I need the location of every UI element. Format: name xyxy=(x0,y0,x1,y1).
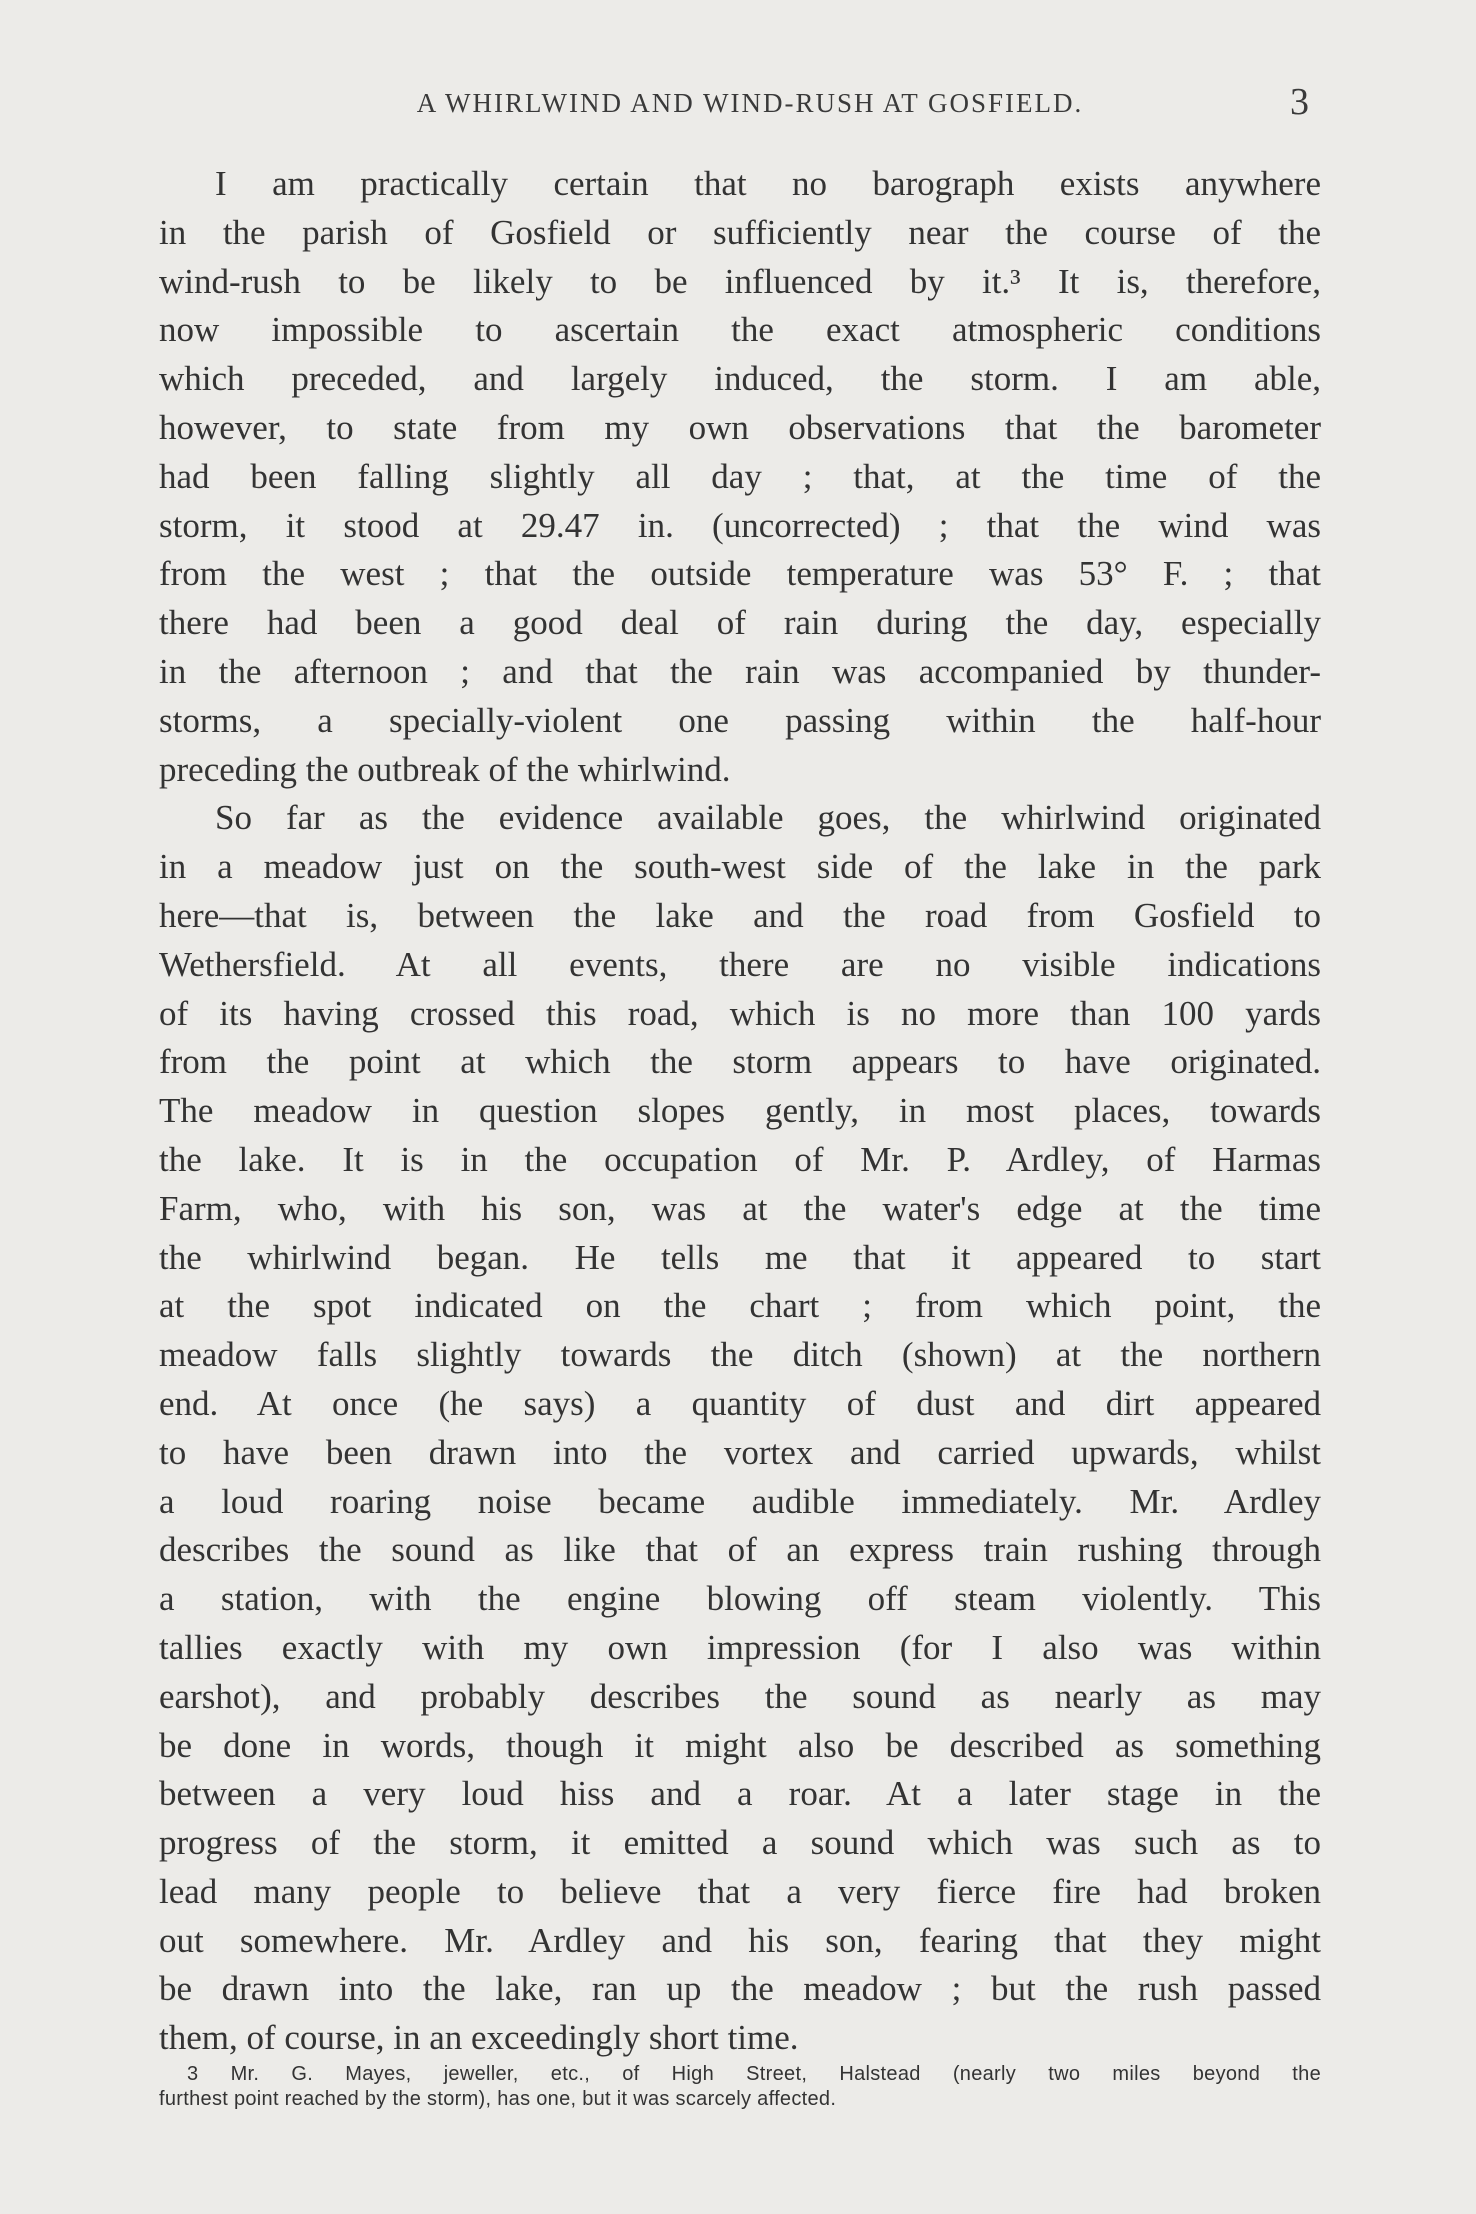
text-line: which preceded, and largely induced, the storm. I am able, xyxy=(159,359,1321,399)
text-line: wind-rush to be likely to be influenced by it.³ It is, therefore, xyxy=(159,261,1321,301)
text-line: preceding the outbreak of the whirlwind. xyxy=(159,749,731,789)
text-line: out somewhere. Mr. Ardley and his son, fearing that they might xyxy=(159,1920,1321,1960)
paragraph-1 xyxy=(159,160,1321,794)
text-line: Wethersfield. At all events, there are no visible indications xyxy=(159,944,1321,984)
text-line: in the afternoon ; and that the rain was accompanied by thunder- xyxy=(159,651,1321,691)
text-line: be drawn into the lake, ran up the meadow ; but the rush passed xyxy=(159,1969,1321,2009)
text-line: end. At once (he says) a quantity of dust and dirt appeared xyxy=(159,1383,1321,1423)
text-line: the whirlwind began. He tells me that it appeared to start xyxy=(159,1237,1321,1277)
text-line: a loud roaring noise became audible immediately. Mr. Ardley xyxy=(159,1481,1321,1521)
text-line: there had been a good deal of rain during the day, especially xyxy=(159,603,1321,643)
text-line: now impossible to ascertain the exact atmospheric conditions xyxy=(159,310,1321,350)
text-line: meadow falls slightly towards the ditch (shown) at the northern xyxy=(159,1335,1321,1375)
text-line: The meadow in question slopes gently, in most places, towards xyxy=(159,1091,1321,1131)
text-line: them, of course, in an exceedingly short time. xyxy=(159,2018,799,2058)
text-line: from the west ; that the outside temperature was 53° F. ; that xyxy=(159,554,1321,594)
text-line: the lake. It is in the occupation of Mr. P. Ardley, of Harmas xyxy=(159,1139,1321,1179)
text-line: here—that is, between the lake and the road from Gosfield to xyxy=(159,895,1321,935)
text-line: however, to state from my own observations that the barometer xyxy=(159,407,1321,447)
text-line: in the parish of Gosfield or sufficiently near the course of the xyxy=(159,212,1321,252)
text-line: lead many people to believe that a very fierce fire had broken xyxy=(159,1871,1321,1911)
text-line: storms, a specially-violent one passing within the half-hour xyxy=(159,700,1321,740)
text-line: a station, with the engine blowing off steam violently. This xyxy=(159,1579,1321,1619)
text-line: earshot), and probably describes the sound as nearly as may xyxy=(159,1676,1321,1716)
footnote-line: furthest point reached by the storm), has one, but it was scarcely affected. xyxy=(159,2088,837,2110)
text-line: at the spot indicated on the chart ; from which point, the xyxy=(159,1286,1321,1326)
running-title: A WHIRLWIND AND WIND-RUSH AT GOSFIELD. xyxy=(416,88,1084,118)
text-line: had been falling slightly all day ; that, at the time of the xyxy=(159,456,1321,496)
text-line: of its having crossed this road, which is no more than 100 yards xyxy=(159,993,1321,1033)
text-line: in a meadow just on the south-west side of the lake in the park xyxy=(159,847,1321,887)
text-line: Farm, who, with his son, was at the water's edge at the time xyxy=(159,1188,1321,1228)
footnote xyxy=(159,2062,1321,2112)
text-line: be done in words, though it might also be described as something xyxy=(159,1725,1321,1765)
paragraph-2 xyxy=(159,794,1321,2063)
text-line: between a very loud hiss and a roar. At a later stage in the xyxy=(159,1774,1321,1814)
text-line: I am practically certain that no barograph exists anywhere xyxy=(215,164,1321,203)
text-line: describes the sound as like that of an express train rushing through xyxy=(159,1530,1321,1570)
footnote-line: 3 Mr. G. Mayes, jeweller, etc., of High Street, Halstead (nearly two miles beyond the xyxy=(187,2063,1321,2085)
text-line: storm, it stood at 29.47 in. (uncorrected) ; that the wind was xyxy=(159,505,1321,545)
text-line: progress of the storm, it emitted a sound which was such as to xyxy=(159,1823,1321,1863)
text-line: tallies exactly with my own impression (for I also was within xyxy=(159,1627,1321,1667)
text-line: from the point at which the storm appears to have originated. xyxy=(159,1042,1321,1082)
body-text xyxy=(159,160,1321,2063)
page-number: 3 xyxy=(1290,81,1309,123)
text-line: to have been drawn into the vortex and carried upwards, whilst xyxy=(159,1432,1321,1472)
text-line: So far as the evidence available goes, the whirlwind originated xyxy=(215,798,1321,838)
